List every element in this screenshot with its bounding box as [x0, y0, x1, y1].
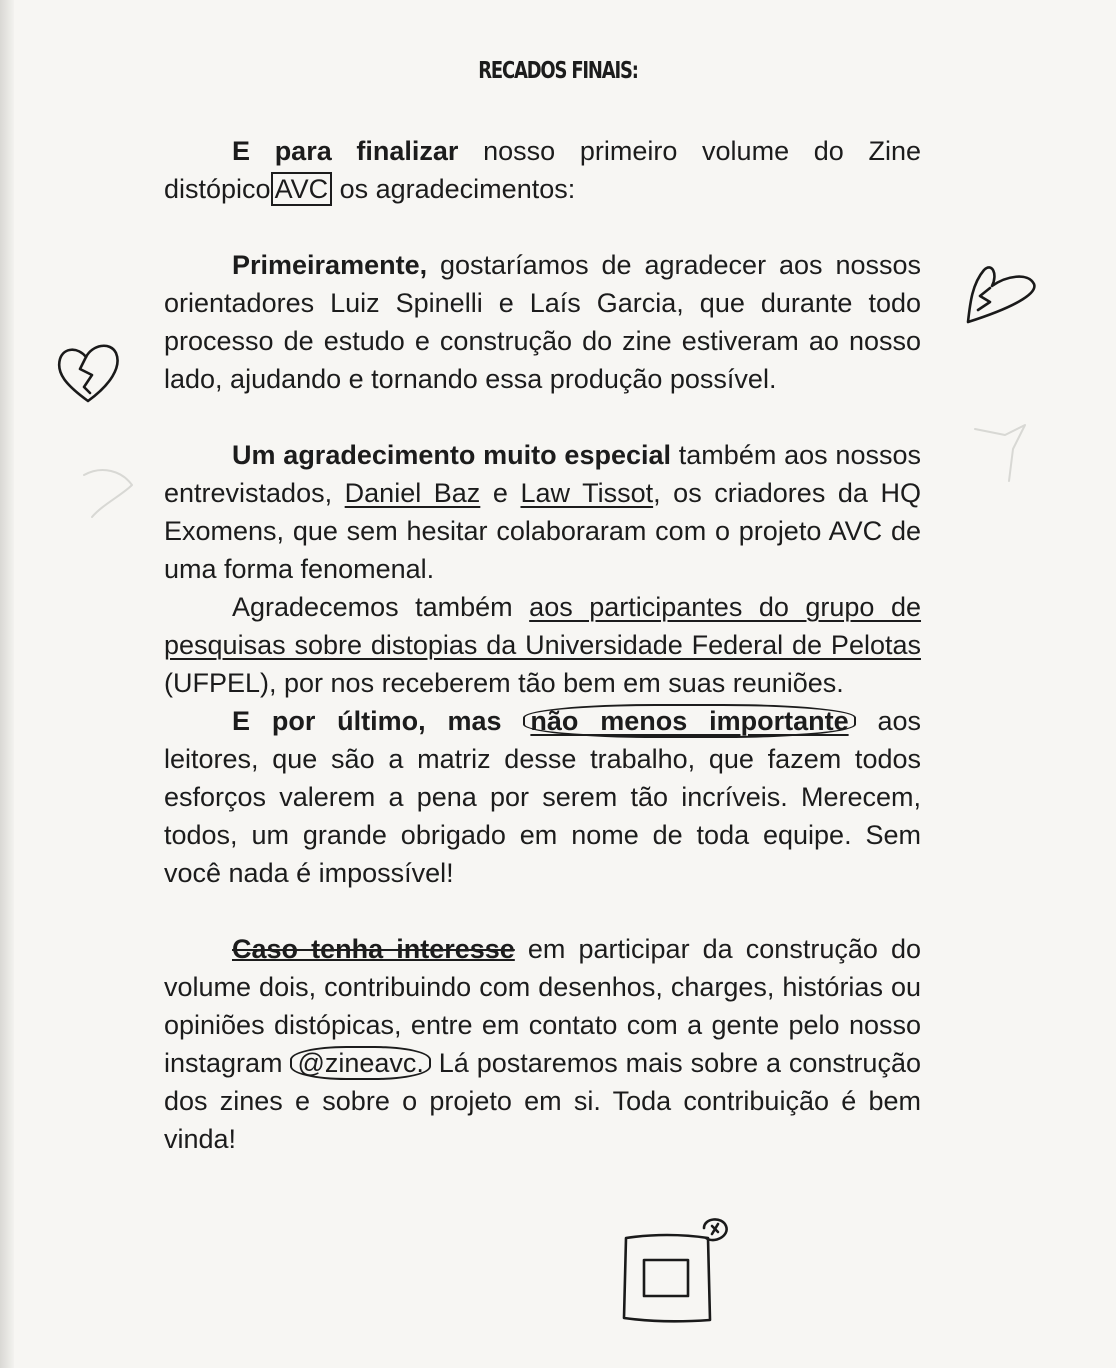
broken-heart-icon: [962, 258, 1042, 330]
entrevistados-text-a: também aos nossos entrevistados,: [164, 440, 921, 508]
contato-lead: Caso tenha interesse: [232, 934, 515, 964]
participantes-text-b: (UFPEL), por nos receberem tão bem em suas reuniões.: [164, 668, 844, 698]
paragraph-orientadores: [164, 246, 921, 398]
faint-bleed-doodle: [72, 455, 142, 525]
leitores-lead: E por último, mas: [232, 706, 502, 736]
contato-text-b: Lá postaremos mais sobre a construção dos zines e sobre o projeto em si. Toda contribuição é bem vinda!: [164, 1048, 921, 1154]
paragraph-contato: [164, 930, 921, 1158]
body-text: [164, 132, 921, 1158]
page-edge-shadow: [0, 0, 14, 1368]
name-law-tissot: Law Tissot: [520, 478, 654, 508]
leitores-text: aos leitores, que são a matriz desse trabalho, que fazem todos esforços valerem a pena por serem tão incríveis. Merecem, todos, um grande obrigado em nome de toda equipe. Sem você nada é impossível!: [164, 706, 921, 888]
participantes-text-a: Agradecemos também: [232, 592, 530, 622]
broken-heart-icon: [52, 335, 127, 410]
intro-text-a: nosso primeiro volume do Zine distópico: [164, 136, 921, 204]
orientadores-text: gostaríamos de agradecer aos nossos orientadores Luiz Spinelli e Laís Garcia, que durante todo processo de estudo e construção do zine estiveram ao nosso lado, ajudando e tornando essa produção possível.: [164, 250, 921, 394]
participantes-underlined: aos participantes do grupo de pesquisas sobre distopias da Universidade Federal de Pelotas: [164, 592, 922, 660]
intro-text-b: os agradecimentos:: [332, 174, 576, 204]
orientadores-lead: Primeiramente,: [232, 250, 428, 280]
paragraph-entrevistados: [164, 436, 921, 588]
name-daniel-baz: Daniel Baz: [344, 478, 481, 508]
circled-phrase: não menos importante: [523, 704, 855, 738]
contato-text-a: em participar da construção do volume dois, contribuindo com desenhos, charges, histórias ou opiniões distópicas, entre em contato com a gente pelo nosso instagram: [164, 934, 922, 1078]
entrevistados-text-c: , os criadores da HQ Exomens, que sem hesitar colaboraram com o projeto AVC de uma forma fenomenal.: [164, 478, 921, 584]
faint-bleed-doodle: [965, 405, 1035, 485]
paragraph-intro: [164, 132, 921, 208]
paragraph-leitores: [164, 702, 921, 892]
page-title: RECADOS FINAIS:: [478, 58, 638, 84]
tv-doodle-icon: [612, 1210, 742, 1332]
entrevistados-text-b: e: [480, 478, 521, 508]
avc-boxed-word: AVC: [271, 172, 333, 206]
instagram-handle: @zineavc.: [290, 1046, 430, 1080]
paragraph-participantes: [164, 588, 921, 702]
entrevistados-lead: Um agradecimento muito especial: [232, 440, 671, 470]
intro-lead: E para finalizar: [232, 136, 459, 166]
